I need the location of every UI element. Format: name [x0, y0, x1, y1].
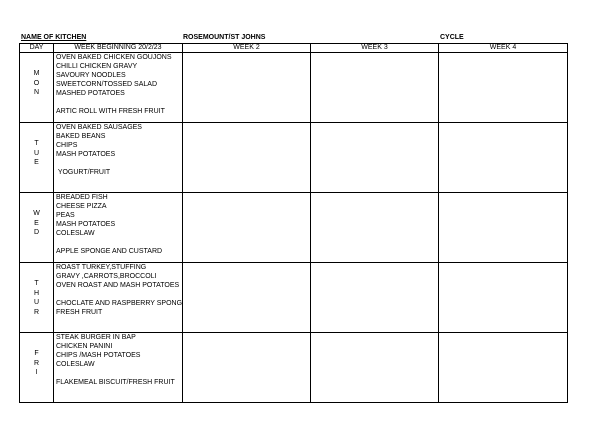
menu-item: YOGURT/FRUIT: [56, 169, 111, 176]
day-cell: [20, 333, 54, 403]
day-letter: H: [33, 289, 40, 297]
menu-item: BREADED FISH: [56, 194, 108, 201]
menu-item: GRAVY ,CARROTS,BROCCOLI: [56, 273, 157, 280]
menu-item: [56, 159, 182, 168]
menu-items-list: [54, 53, 182, 116]
menu-item: [56, 369, 182, 378]
menu-item: OVEN BAKED CHICKEN GOUJONS: [56, 54, 172, 61]
day-name-vertical: [20, 53, 53, 98]
menu-item: OVEN ROAST AND MASH POTATOES: [56, 282, 180, 289]
week-4-menu-cell: [439, 53, 568, 123]
column-header-day: DAY: [20, 44, 54, 53]
kitchen-name-value: ROSEMOUNT/ST JOHNS: [183, 34, 266, 41]
menu-items-list: [54, 193, 182, 256]
day-letter: R: [33, 359, 40, 367]
menu-item: CHEESE PIZZA: [56, 203, 107, 210]
week-2-menu-cell: [183, 123, 311, 193]
menu-item: MASH POTATOES: [56, 151, 116, 158]
column-header-week-4: WEEK 4: [439, 44, 568, 53]
menu-table: [19, 43, 568, 403]
day-name-vertical: [20, 333, 53, 378]
week-2-menu-cell: [183, 193, 311, 263]
menu-item: [56, 238, 182, 247]
table-row: [20, 123, 568, 193]
menu-items-list: [54, 263, 182, 317]
day-cell: [20, 193, 54, 263]
menu-item: SWEETCORN/TOSSED SALAD: [56, 81, 158, 88]
menu-item: [56, 98, 182, 107]
menu-body: [20, 53, 568, 403]
day-letter: N: [33, 89, 40, 96]
week-3-menu-cell: [311, 193, 439, 263]
menu-item: MASH POTATOES: [56, 221, 116, 228]
week-3-menu-cell: [311, 333, 439, 403]
day-letter: T: [34, 280, 39, 287]
menu-item: CHIPS /MASH POTATOES: [56, 352, 141, 359]
table-row: [20, 53, 568, 123]
menu-items-list: [54, 333, 182, 387]
menu-item: [56, 290, 182, 299]
cycle-label: CYCLE: [440, 34, 464, 41]
menu-item: CHOCLATE AND RASPBERRY SPONG: [56, 300, 182, 307]
menu-item: FRESH FRUIT: [56, 309, 103, 316]
menu-item: CHICKEN PANINI: [56, 343, 113, 350]
table-row: [20, 333, 568, 403]
column-header-week-3: WEEK 3: [311, 44, 439, 53]
day-letter: E: [34, 159, 39, 166]
week-1-menu-cell: [54, 263, 183, 333]
menu-item: STEAK BURGER IN BAP: [56, 334, 136, 341]
day-letter: M: [33, 70, 40, 77]
kitchen-name-label: NAME OF KITCHEN: [21, 34, 87, 41]
week-4-menu-cell: [439, 123, 568, 193]
menu-item: MASHED POTATOES: [56, 90, 125, 97]
menu-item: ROAST TURKEY,STUFFING: [56, 264, 147, 271]
day-cell: [20, 123, 54, 193]
menu-items-list: [54, 123, 182, 177]
day-cell: [20, 263, 54, 333]
week-3-menu-cell: [311, 123, 439, 193]
column-header-week-2: WEEK 2: [183, 44, 311, 53]
week-1-menu-cell: [54, 53, 183, 123]
menu-item: COLESLAW: [56, 230, 95, 237]
week-3-menu-cell: [311, 53, 439, 123]
week-4-menu-cell: [439, 333, 568, 403]
week-2-menu-cell: [183, 53, 311, 123]
day-letter: F: [34, 350, 39, 357]
menu-item: ARTIC ROLL WITH FRESH FRUIT: [56, 108, 165, 115]
day-letter: U: [33, 149, 40, 157]
day-letter: I: [35, 369, 38, 376]
day-letter: U: [33, 299, 40, 306]
week-3-menu-cell: [311, 263, 439, 333]
day-letter: R: [33, 308, 40, 316]
menu-item: FLAKEMEAL BISCUIT/FRESH FRUIT: [56, 379, 175, 386]
week-1-menu-cell: [54, 193, 183, 263]
menu-item: PEAS: [56, 212, 75, 219]
menu-item: OVEN BAKED SAUSAGES: [56, 124, 142, 131]
table-row: [20, 193, 568, 263]
day-letter: T: [34, 140, 39, 147]
week-1-menu-cell: [54, 123, 183, 193]
table-row: [20, 263, 568, 333]
day-name-vertical: [20, 193, 53, 238]
day-letter: D: [33, 229, 40, 236]
column-header-week-1: WEEK BEGINNING 20/2/23: [54, 44, 183, 53]
table-header-row: [20, 44, 568, 53]
menu-item: CHIPS: [56, 142, 78, 149]
menu-item: BAKED BEANS: [56, 133, 106, 140]
week-4-menu-cell: [439, 263, 568, 333]
week-1-menu-cell: [54, 333, 183, 403]
menu-item: APPLE SPONGE AND CUSTARD: [56, 248, 163, 255]
menu-item: CHILLI CHICKEN GRAVY: [56, 63, 138, 70]
day-letter: O: [33, 79, 40, 87]
day-cell: [20, 53, 54, 123]
day-name-vertical: [20, 123, 53, 168]
week-2-menu-cell: [183, 263, 311, 333]
week-4-menu-cell: [439, 193, 568, 263]
menu-item: SAVOURY NOODLES: [56, 72, 126, 79]
day-letter: W: [33, 210, 40, 217]
day-letter: E: [34, 219, 39, 227]
day-name-vertical: [20, 263, 53, 317]
menu-item: COLESLAW: [56, 361, 95, 368]
week-2-menu-cell: [183, 333, 311, 403]
